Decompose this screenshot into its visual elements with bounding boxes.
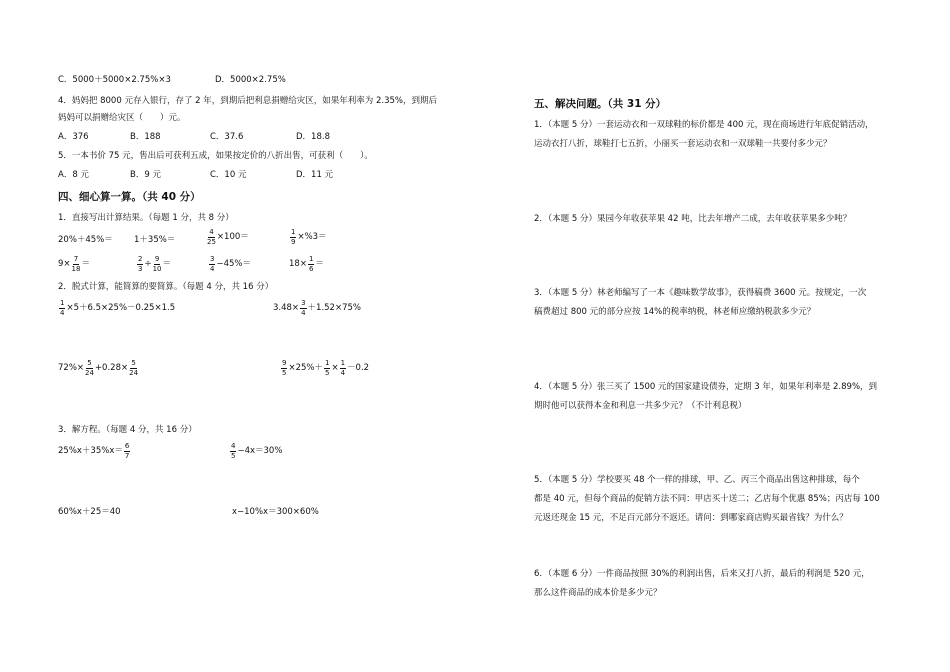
q4-option-a: A．376: [58, 132, 89, 142]
part2-title: 2．脱式计算，能简算的要简算。（每题 4 分，共 16 分）: [58, 282, 274, 292]
q5-option-b: B．9 元: [130, 170, 161, 180]
fraction: 6 7: [124, 442, 130, 460]
problem4-line1: 4．（本题 5 分）张三买了 1500 元的国家建设债券，定期 3 年，如果年利率是 2.89%，到: [534, 382, 878, 392]
calc-1e: 9× $\frac{7}{18}$ ＝: [58, 255, 90, 273]
equation-c: 60%x＋25＝40: [58, 507, 121, 517]
fraction: $\frac{1}{9}$: [291, 228, 296, 246]
q4-text-line2: 妈妈可以捐赠给灾区（ ）元。: [58, 113, 186, 123]
part3-title: 3．解方程。（每题 4 分，共 16 分）: [58, 425, 197, 435]
problem1-line2: 运动衣打八折，球鞋打七五折，小丽买一套运动衣和一双球鞋一共要付多少元？: [534, 139, 832, 149]
calc-1h: 18× $\frac{1}{6}$ ＝: [289, 255, 324, 273]
fraction: $\frac{1}{4}$: [340, 359, 346, 377]
fraction: $\frac{7}{18}$: [71, 255, 81, 273]
calc-2c: 72%× $\frac{5}{24}$ +0.28× $\frac{5}{24}$: [58, 359, 139, 377]
fraction: $\frac{5}{24}$: [129, 359, 139, 377]
fraction: $\frac{3}{4}$: [301, 299, 306, 317]
q4-option-d: D．18.8: [296, 132, 330, 142]
calc-1b: 1＋35%＝: [134, 235, 176, 245]
problem3-line2: 稿费超过 800 元的部分应按 14%的税率纳税，林老师应缴纳税款多少元？: [534, 307, 816, 317]
fraction: $\frac{1}{6}$: [308, 255, 314, 273]
equation-b: 4 5 −4x＝30%: [231, 442, 283, 460]
calc-2b: 3.48× $\frac{3}{4}$ ＋1.52×75%: [273, 299, 361, 317]
problem5-line3: 元返还现金 15 元，不足百元部分不返还。请问：到哪家商店购买最省钱？为什么？: [534, 513, 848, 523]
problem4-line2: 期时他可以获得本金和利息一共多少元？（不计利息税）: [534, 401, 747, 411]
equation-a: 25%x＋35%x＝ 6 7: [58, 442, 130, 460]
problem6-line2: 那么这件商品的成本价是多少元？: [534, 588, 662, 598]
problem5-line1: 5．（本题 5 分）学校要买 48 个一样的排球，甲、乙、丙三个商品出售这种排球，每个: [534, 475, 860, 485]
q3-option-d: D．5000×2.75%: [215, 75, 286, 85]
q5-option-c: C．10 元: [210, 170, 247, 180]
q5-option-a: A．8 元: [58, 170, 89, 180]
section5-title: 五、解决问题。（共 31 分）: [534, 98, 667, 110]
section4-title: 四、细心算一算。（共 40 分）: [58, 191, 201, 203]
calc-1c: $\frac{4}{25}$ ×100＝: [207, 228, 249, 246]
fraction: $\frac{1}{4}$: [60, 299, 65, 317]
q4-option-b: B．188: [130, 132, 161, 142]
problem2-line1: 2．（本题 5 分）果园今年收获苹果 42 吨，比去年增产二成，去年收获苹果多少吨？: [534, 214, 852, 224]
q5-option-d: D．11 元: [296, 170, 334, 180]
fraction: $\frac{4}{25}$: [207, 228, 216, 246]
q4-option-c: C．37.6: [210, 132, 244, 142]
calc-2a: $\frac{1}{4}$ ×5＋6.5×25%－0.25×1.5: [60, 299, 176, 317]
problem1-line1: 1．（本题 5 分）一套运动衣和一双球鞋的标价都是 400 元，现在商场进行年底促销活动，: [534, 120, 874, 130]
problem6-line1: 6．（本题 6 分）一件商品按照 30%的利润出售，后来又打八折，最后的利润是 520 元，: [534, 569, 870, 579]
fraction: $\frac{9}{5}$: [282, 359, 287, 377]
problem3-line1: 3．（本题 5 分）林老师编写了一本《趣味数学故事》，获得稿费 3600 元。按规定，一次: [534, 288, 867, 298]
calc-1a: 20%＋45%＝: [58, 235, 113, 245]
problem5-line2: 都是 40 元，但每个商品的促销方法不同：甲店买十送二；乙店每个优惠 85%；丙店每 100: [534, 494, 880, 504]
equation-d: x−10%x＝300×60%: [232, 507, 319, 517]
part1-title: 1．直接写出计算结果。（每题 1 分，共 8 分）: [58, 213, 234, 223]
fraction: $\frac{2}{3}$: [138, 255, 143, 273]
calc-1d: $\frac{1}{9}$ ×%3＝: [291, 228, 327, 246]
fraction: $\frac{9}{10}$: [152, 255, 162, 273]
fraction: $\frac{5}{24}$: [85, 359, 94, 377]
fraction: 4 5: [231, 442, 236, 460]
fraction: $\frac{1}{5}$: [324, 359, 330, 377]
q4-text-line1: 4．妈妈把 8000 元存入银行，存了 2 年，到期后把利息捐赠给灾区，如果年利率为 2.35%，到期后: [58, 96, 437, 106]
q3-option-c: C．5000＋5000×2.75%×3: [58, 75, 171, 85]
fraction: 3 4: [210, 255, 215, 273]
calc-2d: $\frac{9}{5}$ ×25%＋ $\frac{1}{5}$ × $\frac{1}{4}$ －0.2: [282, 359, 370, 377]
calc-1f: $\frac{2}{3}$ ÷ $\frac{9}{10}$ ＝: [138, 255, 172, 273]
calc-1g: 3 4 −45%＝: [210, 255, 251, 273]
q5-text: 5．一本书价 75 元，售出后可获利五成，如果按定价的八折出售，可获利（ ）。: [58, 151, 373, 161]
